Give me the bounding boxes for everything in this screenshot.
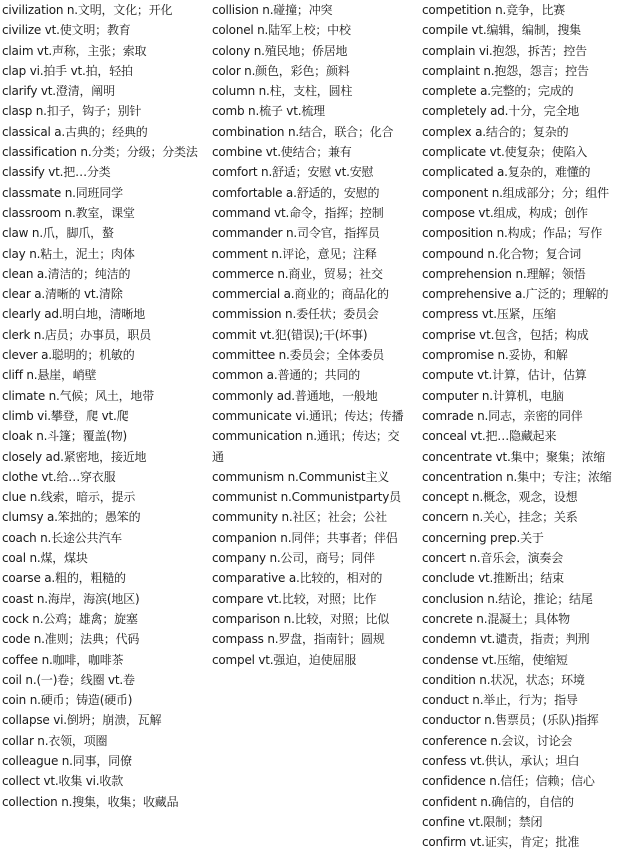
vocabulary-entry: claim vt.声称，主张；索取 — [2, 43, 147, 58]
vocabulary-entry: compare vt.比较，对照；比作 — [212, 591, 377, 606]
vocabulary-entry: clarify vt.澄清，阐明 — [2, 84, 115, 99]
vocabulary-entry: comparison n.比较，对照；比似 — [212, 611, 390, 626]
vocabulary-entry: clean a.清洁的；纯洁的 — [2, 266, 131, 281]
vocabulary-entry: comprise vt.包含，包括；构成 — [422, 327, 589, 342]
vocabulary-entry: column n.柱，支柱，圆柱 — [212, 84, 353, 99]
vocabulary-entry: combination n.结合，联合；化合 — [212, 124, 394, 139]
vocabulary-entry: compose vt.组成，构成；创作 — [422, 205, 588, 220]
vocabulary-entry: coin n.硬币；铸造(硬币) — [2, 693, 133, 708]
vocabulary-entry: commission n.委任状；委员会 — [212, 307, 379, 322]
vocabulary-entry: confirm vt.证实，肯定；批准 — [422, 835, 580, 850]
vocabulary-entry: committee n.委员会；全体委员 — [212, 348, 385, 363]
vocabulary-entry: conclusion n.结论，推论；结尾 — [422, 591, 593, 606]
vocabulary-entry: coast n.海岸，海滨(地区) — [2, 591, 140, 606]
vocabulary-entry: completely ad.十分，完全地 — [422, 104, 580, 119]
vocabulary-entry: collision n.碰撞；冲突 — [212, 3, 333, 17]
vocabulary-entry: compound n.化合物；复合词 — [422, 246, 582, 261]
vocabulary-entry: conceal vt.把…隐藏起来 — [422, 429, 557, 444]
vocabulary-entry: combine vt.使结合；兼有 — [212, 145, 352, 160]
vocabulary-entry: civilization n.文明，文化；开化 — [2, 3, 173, 17]
vocabulary-entry: comprehensive a.广泛的；理解的 — [422, 287, 609, 302]
vocabulary-entry: code n.准则；法典；代码 — [2, 632, 140, 647]
vocabulary-entry: collection n.搜集，收集；收藏品 — [2, 794, 179, 809]
vocabulary-entry: climate n.气候；风土，地带 — [2, 388, 155, 403]
vocabulary-entry: clap vi.拍手 vt.拍，轻拍 — [2, 63, 133, 78]
vocabulary-entry: complicate vt.使复杂；使陷入 — [422, 145, 588, 160]
vocabulary-entry: competition n.竞争，比赛 — [422, 3, 566, 17]
vocabulary-entry: communicate vi.通讯；传达；传播 — [212, 408, 404, 423]
vocabulary-entry: coil n.(一)卷；线圈 vt.卷 — [2, 672, 135, 687]
vocabulary-entry: classical a.古典的；经典的 — [2, 124, 148, 139]
vocabulary-entry: communist n.Communistparty员 — [212, 490, 401, 505]
vocabulary-entry: conclude vt.推断出；结束 — [422, 571, 564, 586]
vocabulary-entry: component n.组成部分；分；组件 — [422, 185, 609, 200]
vocabulary-entry: comfortable a.舒适的，安慰的 — [212, 185, 380, 200]
vocabulary-entry: compass n.罗盘，指南针；圆规 — [212, 632, 385, 647]
vocabulary-column-3 — [422, 0, 638, 852]
vocabulary-entry: conference n.会议，讨论会 — [422, 733, 573, 748]
vocabulary-entry: complain vi.抱怨，拆苦；控告 — [422, 43, 587, 58]
vocabulary-entry: concerning prep.关于 — [422, 530, 544, 545]
vocabulary-entry: comment n.评论，意见；注释 — [212, 246, 377, 261]
vocabulary-entry: classification n.分类；分级；分类法 — [2, 145, 198, 160]
vocabulary-entry: cloak n.斗篷；覆盖(物) — [2, 429, 127, 444]
vocabulary-entry: comparative a.比较的，相对的 — [212, 571, 383, 586]
vocabulary-entry: concern n.关心，挂念；关系 — [422, 510, 578, 525]
vocabulary-entry: cliff n.悬崖，峭壁 — [2, 368, 97, 383]
vocabulary-entry: concept n.概念，观念，设想 — [422, 490, 578, 505]
vocabulary-entry: colonel n.陆军上校；中校 — [212, 23, 351, 38]
vocabulary-entry: compress vt.压紧，压缩 — [422, 307, 556, 322]
vocabulary-entry: clerk n.店员；办事员，职员 — [2, 327, 152, 342]
vocabulary-entry: concentrate vt.集中；聚集；浓缩 — [422, 449, 606, 464]
vocabulary-entry: clearly ad.明白地，清晰地 — [2, 307, 146, 322]
vocabulary-entry: commerce n.商业，贸易；社交 — [212, 266, 383, 281]
vocabulary-entry: condemn vt.谴责，指责；判刑 — [422, 632, 590, 647]
vocabulary-entry: complete a.完整的；完成的 — [422, 84, 574, 99]
vocabulary-entry: collar n.衣领，项圈 — [2, 733, 108, 748]
vocabulary-entry: classroom n.教室，课堂 — [2, 205, 135, 220]
vocabulary-entry: color n.颜色，彩色；颜料 — [212, 63, 350, 78]
vocabulary-entry: clay n.粘土，泥土；肉体 — [2, 246, 135, 261]
vocabulary-entry: classify vt.把…分类 — [2, 165, 111, 180]
vocabulary-column-1 — [2, 0, 200, 812]
vocabulary-entry: common a.普通的；共同的 — [212, 368, 361, 383]
vocabulary-entry: condense vt.压缩，使缩短 — [422, 652, 568, 667]
vocabulary-entry: clasp n.扣子，钩子；别针 — [2, 104, 142, 119]
vocabulary-entry: closely ad.紧密地，接近地 — [2, 449, 147, 464]
vocabulary-entry: coffee n.咖啡，咖啡茶 — [2, 652, 124, 667]
vocabulary-entry: companion n.同伴；共事者；伴侣 — [212, 530, 398, 545]
vocabulary-entry: compromise n.妥协，和解 — [422, 348, 568, 363]
vocabulary-entry: compile vt.编辑，编制，搜集 — [422, 23, 581, 38]
vocabulary-entry: communication n.通讯；传达；交通 — [212, 429, 400, 464]
vocabulary-entry: colleague n.同事，同僚 — [2, 753, 132, 768]
vocabulary-entry: commonly ad.普通地，一般地 — [212, 388, 378, 403]
vocabulary-column-2 — [212, 0, 410, 670]
vocabulary-entry: complex a.结合的；复杂的 — [422, 124, 569, 139]
vocabulary-entry: commander n.司令官，指挥员 — [212, 226, 380, 241]
vocabulary-entry: comb n.梳子 vt.梳理 — [212, 104, 325, 119]
vocabulary-entry: conductor n.售票员；(乐队)指挥 — [422, 713, 599, 728]
vocabulary-entry: concentration n.集中；专注；浓缩 — [422, 469, 612, 484]
vocabulary-entry: clue n.线索，暗示，提示 — [2, 490, 136, 505]
vocabulary-entry: concert n.音乐会，演奏会 — [422, 551, 563, 566]
vocabulary-entry: company n.公司，商号；同伴 — [212, 551, 375, 566]
vocabulary-entry: confident n.确信的，自信的 — [422, 794, 574, 809]
vocabulary-entry: confine vt.限制；禁闭 — [422, 814, 543, 829]
vocabulary-entry: complicated a.复杂的，难懂的 — [422, 165, 591, 180]
vocabulary-entry: colony n.殖民地；侨居地 — [212, 43, 348, 58]
vocabulary-entry: computer n.计算机，电脑 — [422, 388, 564, 403]
vocabulary-entry: comrade n.同志，亲密的同伴 — [422, 408, 583, 423]
vocabulary-entry: clumsy a.笨拙的；愚笨的 — [2, 510, 141, 525]
vocabulary-entry: compute vt.计算，估计，估算 — [422, 368, 587, 383]
vocabulary-entry: coach n.长途公共汽车 — [2, 530, 122, 545]
vocabulary-entry: clothe vt.给…穿衣服 — [2, 469, 116, 484]
vocabulary-entry: commercial a.商业的；商品化的 — [212, 287, 389, 302]
vocabulary-entry: command vt.命令，指挥；控制 — [212, 205, 384, 220]
vocabulary-entry: concrete n.混凝土；具体物 — [422, 611, 570, 626]
vocabulary-entry: composition n.构成；作品；写作 — [422, 226, 602, 241]
vocabulary-entry: climb vi.攀登，爬 vt.爬 — [2, 408, 129, 423]
vocabulary-entry: confidence n.信任；信赖；信心 — [422, 774, 595, 789]
vocabulary-entry: complaint n.抱怨，怨言；控告 — [422, 63, 589, 78]
vocabulary-entry: conduct n.举止，行为；指导 — [422, 693, 578, 708]
vocabulary-entry: collect vt.收集 vi.收款 — [2, 774, 123, 789]
vocabulary-entry: communism n.Communist主义 — [212, 469, 390, 484]
vocabulary-entry: comfort n.舒适；安慰 vt.安慰 — [212, 165, 374, 180]
vocabulary-entry: cock n.公鸡；雄禽；旋塞 — [2, 611, 138, 626]
vocabulary-entry: comprehension n.理解；领悟 — [422, 266, 586, 281]
vocabulary-entry: clear a.清晰的 vt.清除 — [2, 287, 123, 302]
vocabulary-entry: classmate n.同班同学 — [2, 185, 123, 200]
vocabulary-entry: collapse vi.倒坍；崩溃，瓦解 — [2, 713, 162, 728]
vocabulary-entry: compel vt.强迫，迫使屈服 — [212, 652, 356, 667]
vocabulary-entry: clever a.聪明的；机敏的 — [2, 348, 135, 363]
vocabulary-entry: community n.社区；社会；公社 — [212, 510, 387, 525]
vocabulary-entry: confess vt.供认，承认；坦白 — [422, 753, 580, 768]
vocabulary-entry: coal n.煤，煤块 — [2, 551, 88, 566]
vocabulary-entry: condition n.状况，状态；环境 — [422, 672, 585, 687]
vocabulary-entry: civilize vt.使文明；教育 — [2, 23, 131, 38]
vocabulary-entry: claw n.爪，脚爪，螯 — [2, 226, 114, 241]
vocabulary-entry: coarse a.粗的，粗糙的 — [2, 571, 126, 586]
vocabulary-entry: commit vt.犯(错误);干(坏事) — [212, 327, 368, 342]
